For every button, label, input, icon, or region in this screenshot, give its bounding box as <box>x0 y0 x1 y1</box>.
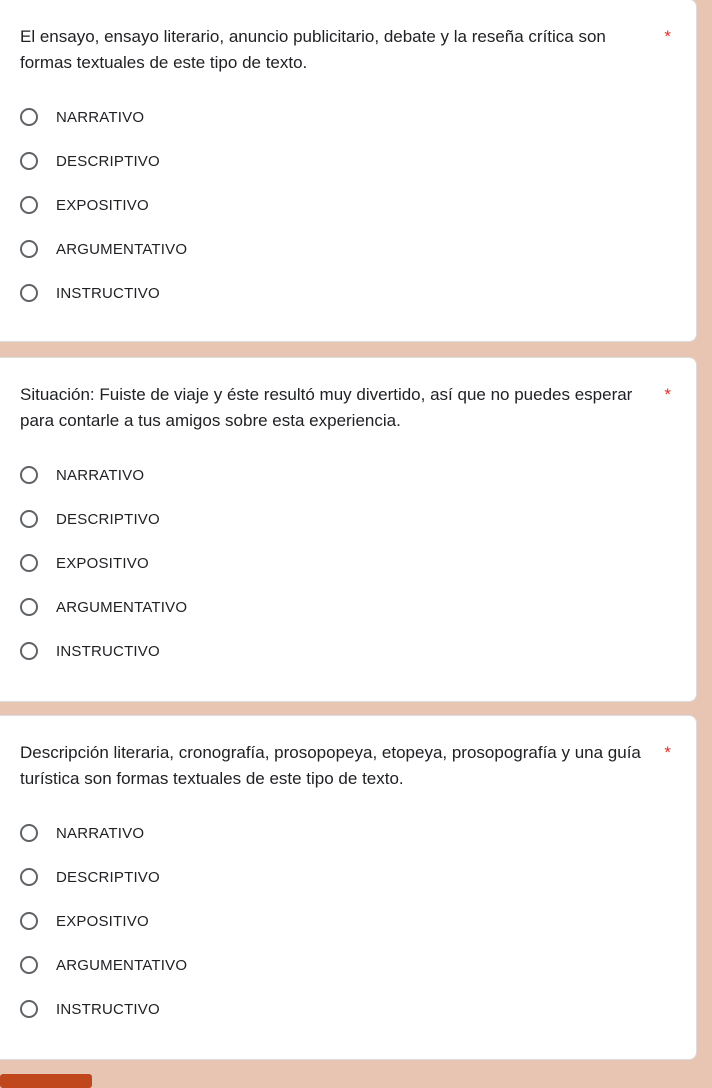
radio-group <box>20 453 187 673</box>
question-card-3 <box>0 715 697 1060</box>
option-label: ARGUMENTATIVO <box>56 598 188 616</box>
radio-unchecked-icon[interactable] <box>20 912 38 930</box>
option-label: NARRATIVO <box>56 466 145 484</box>
radio-unchecked-icon[interactable] <box>20 108 38 126</box>
radio-option-descriptivo[interactable] <box>20 139 187 183</box>
radio-option-expositivo[interactable] <box>20 899 187 943</box>
radio-group <box>20 95 187 315</box>
radio-unchecked-icon[interactable] <box>20 152 38 170</box>
radio-unchecked-icon[interactable] <box>20 554 38 572</box>
radio-unchecked-icon[interactable] <box>20 284 38 302</box>
radio-option-descriptivo[interactable] <box>20 497 187 541</box>
radio-option-expositivo[interactable] <box>20 541 187 585</box>
radio-unchecked-icon[interactable] <box>20 824 38 842</box>
required-marker: * <box>664 743 671 762</box>
radio-option-instructivo[interactable] <box>20 629 187 673</box>
question-title: Situación: Fuiste de viaje y éste resultó muy divertido, así que no puedes esperar para contarle a tus amigos sobre esta experiencia. <box>20 385 633 430</box>
radio-option-descriptivo[interactable] <box>20 855 187 899</box>
radio-unchecked-icon[interactable] <box>20 956 38 974</box>
radio-unchecked-icon[interactable] <box>20 466 38 484</box>
radio-unchecked-icon[interactable] <box>20 510 38 528</box>
option-label: ARGUMENTATIVO <box>56 956 188 974</box>
question-title: Descripción literaria, cronografía, prosopopeya, etopeya, prosopografía y una guía turística son formas textuales de este tipo de texto. <box>20 743 641 788</box>
radio-option-argumentativo[interactable] <box>20 585 187 629</box>
radio-option-expositivo[interactable] <box>20 183 187 227</box>
radio-group <box>20 811 187 1031</box>
question-card-2 <box>0 357 697 702</box>
option-label: ARGUMENTATIVO <box>56 240 188 258</box>
option-label: EXPOSITIVO <box>56 912 149 930</box>
radio-unchecked-icon[interactable] <box>20 1000 38 1018</box>
option-label: NARRATIVO <box>56 108 145 126</box>
option-label: DESCRIPTIVO <box>56 868 160 886</box>
radio-unchecked-icon[interactable] <box>20 598 38 616</box>
question-title: El ensayo, ensayo literario, anuncio publicitario, debate y la reseña crítica son formas textuales de este tipo de texto. <box>20 27 606 72</box>
option-label: INSTRUCTIVO <box>56 284 160 302</box>
radio-option-instructivo[interactable] <box>20 987 187 1031</box>
required-marker: * <box>664 385 671 404</box>
radio-option-argumentativo[interactable] <box>20 943 187 987</box>
option-label: EXPOSITIVO <box>56 554 149 572</box>
radio-option-narrativo[interactable] <box>20 95 187 139</box>
radio-option-argumentativo[interactable] <box>20 227 187 271</box>
radio-option-narrativo[interactable] <box>20 811 187 855</box>
radio-unchecked-icon[interactable] <box>20 868 38 886</box>
option-label: INSTRUCTIVO <box>56 642 160 660</box>
radio-option-narrativo[interactable] <box>20 453 187 497</box>
option-label: DESCRIPTIVO <box>56 152 160 170</box>
radio-unchecked-icon[interactable] <box>20 642 38 660</box>
radio-unchecked-icon[interactable] <box>20 240 38 258</box>
option-label: NARRATIVO <box>56 824 145 842</box>
question-card-1 <box>0 0 697 342</box>
next-button[interactable] <box>0 1074 92 1088</box>
option-label: EXPOSITIVO <box>56 196 149 214</box>
radio-option-instructivo[interactable] <box>20 271 187 315</box>
radio-unchecked-icon[interactable] <box>20 196 38 214</box>
required-marker: * <box>664 27 671 46</box>
option-label: INSTRUCTIVO <box>56 1000 160 1018</box>
option-label: DESCRIPTIVO <box>56 510 160 528</box>
